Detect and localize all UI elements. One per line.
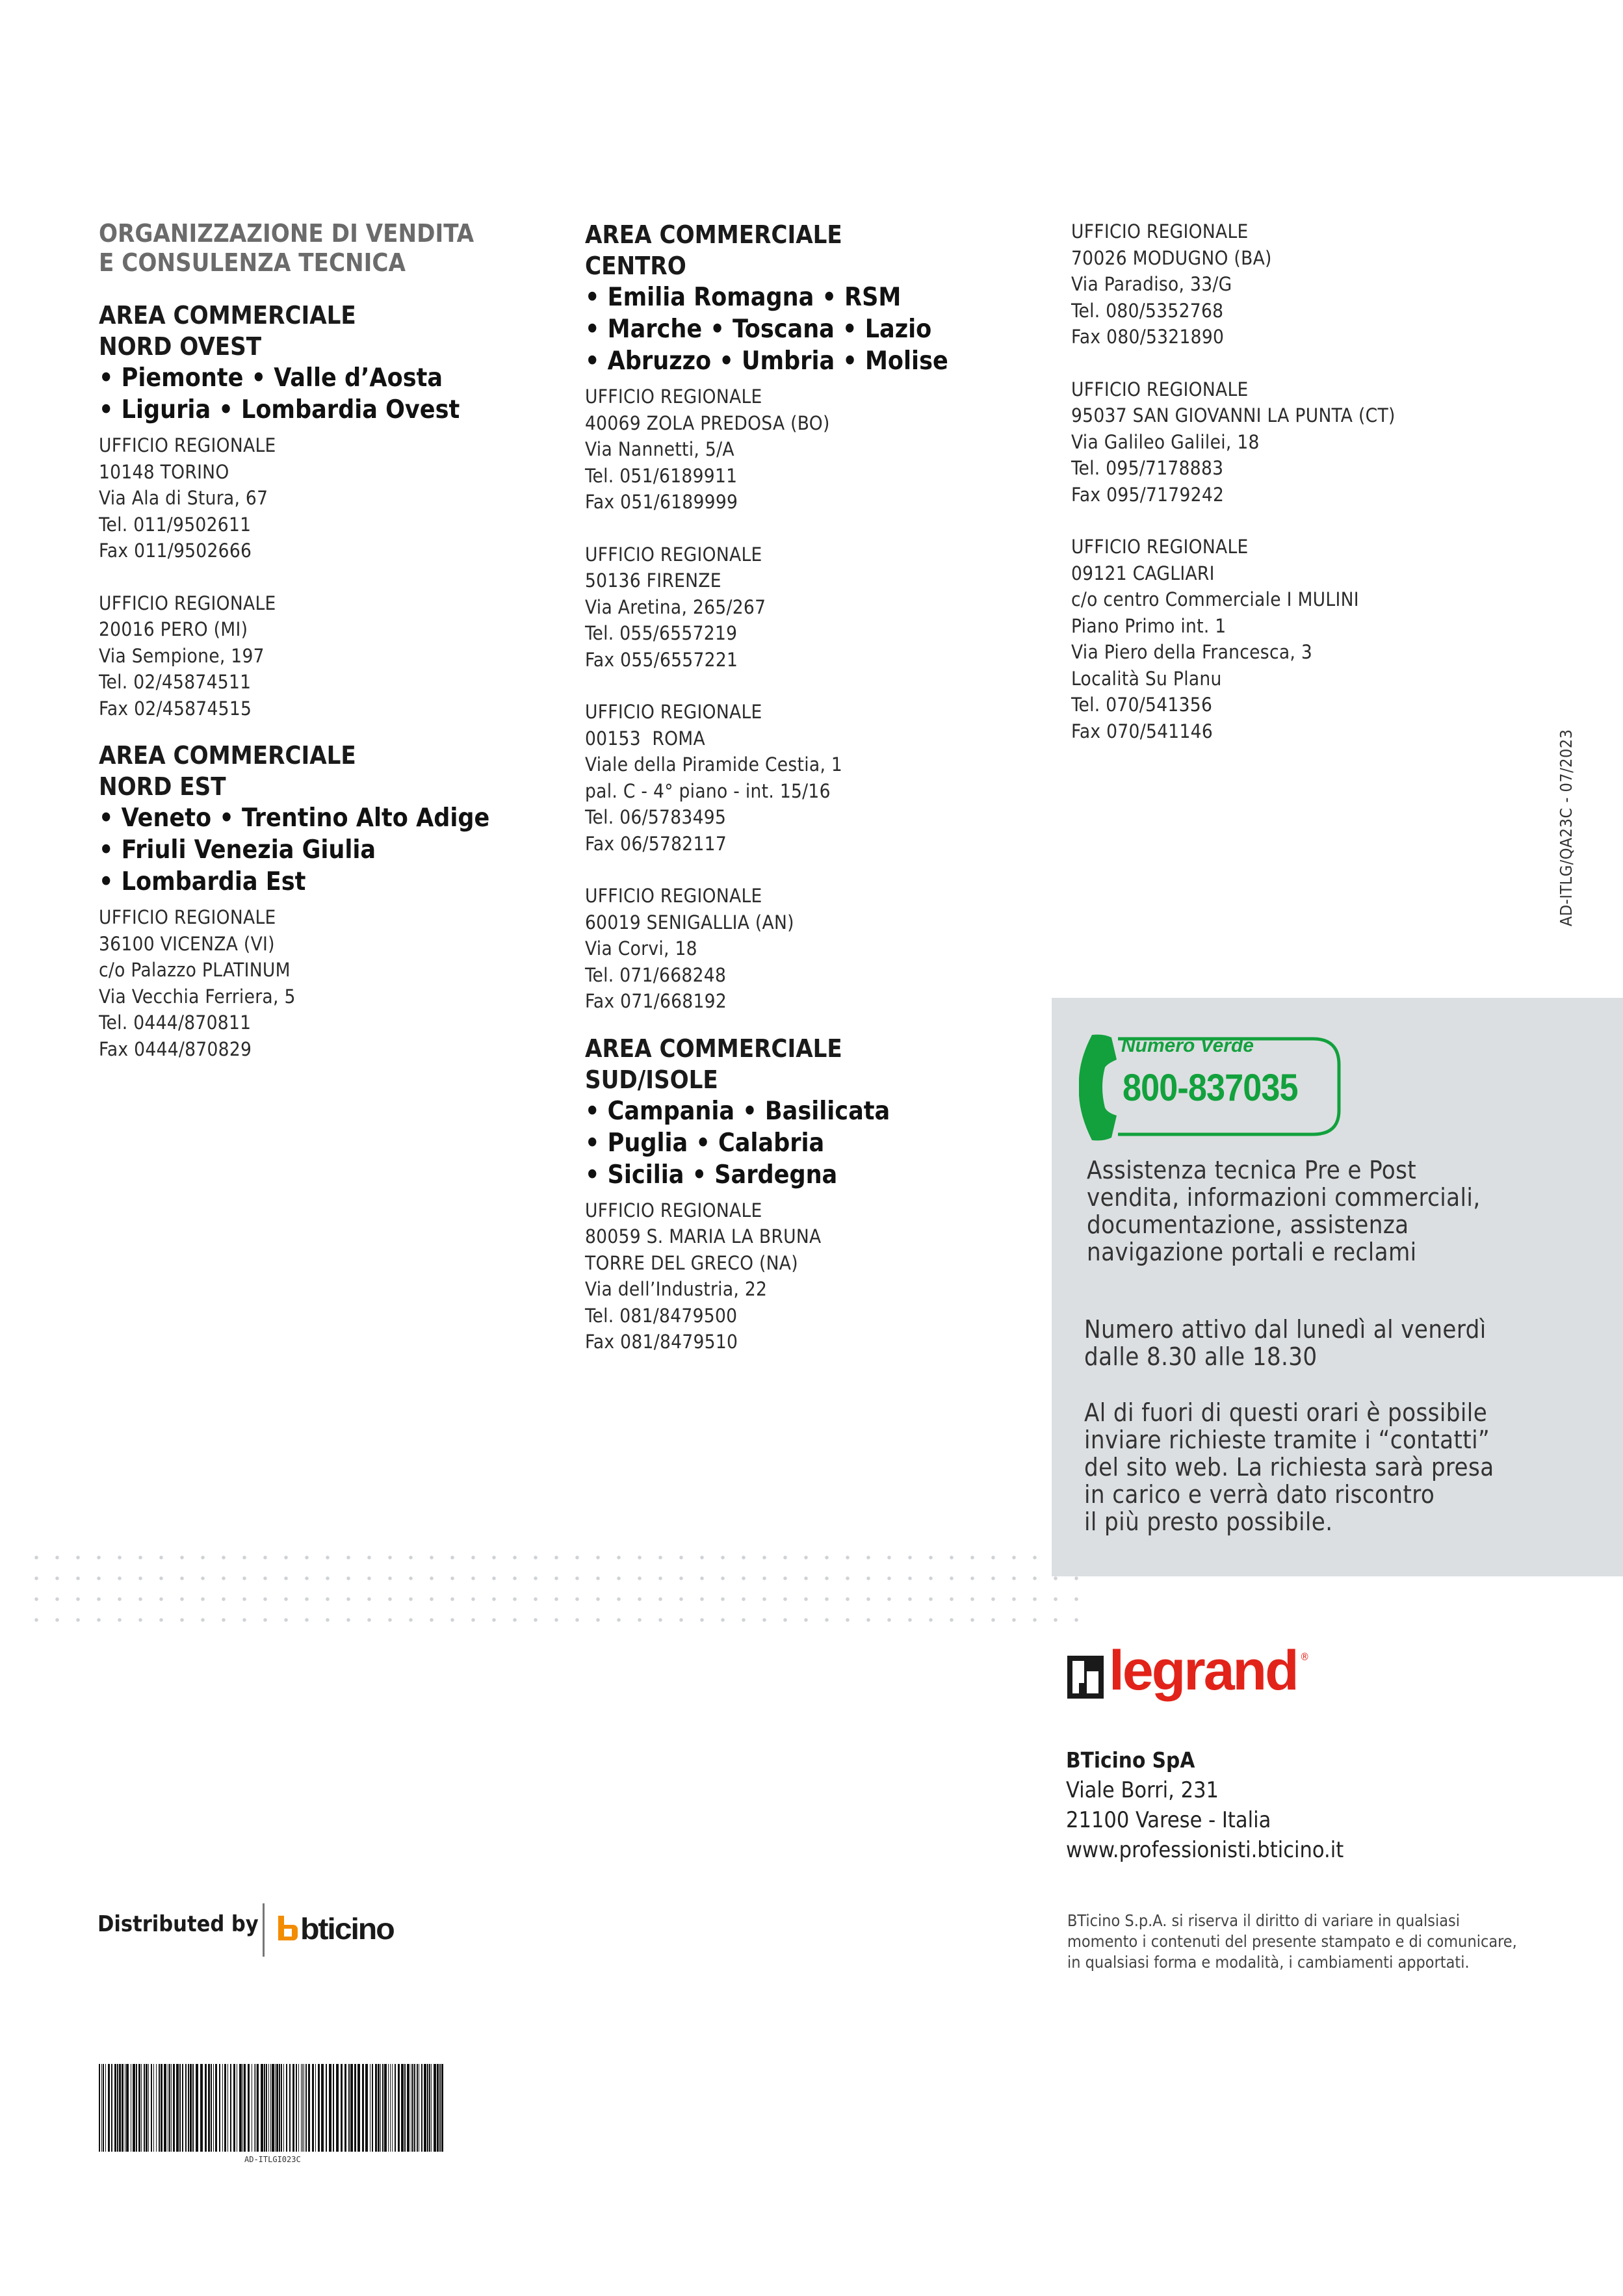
- office-line: Via Corvi, 18: [585, 937, 697, 959]
- barcode-bar: [200, 2064, 203, 2152]
- barcode-bar: [348, 2064, 350, 2152]
- bticino-wordmark: bticino: [300, 1912, 394, 1946]
- barcode-bar: [272, 2064, 274, 2152]
- barcode-bar: [136, 2064, 137, 2152]
- barcode-bar: [336, 2064, 339, 2152]
- divider: [263, 1903, 265, 1957]
- barcode-bar: [424, 2064, 426, 2152]
- barcode-bar: [388, 2064, 389, 2152]
- office-line: UFFICIO REGIONALE: [585, 701, 762, 723]
- barcode-bar: [156, 2064, 157, 2152]
- title-line: E CONSULENZA TECNICA: [99, 248, 406, 277]
- barcode-bar: [286, 2064, 287, 2152]
- numero-verde-label: Numero Verde: [1121, 1035, 1254, 1056]
- barcode-bar: [329, 2064, 331, 2152]
- column-center: [585, 219, 948, 1355]
- barcode-bar: [224, 2064, 226, 2152]
- barcode-bar: [171, 2064, 172, 2152]
- office-line: Fax 095/7179242: [1071, 483, 1225, 506]
- numero-verde-badge: [1079, 1034, 1339, 1141]
- barcode-bar: [190, 2064, 192, 2152]
- office-line: Fax 055/6557221: [585, 648, 738, 671]
- office-line: Tel. 071/668248: [585, 963, 727, 986]
- barcode-bar: [333, 2064, 334, 2152]
- barcode-bar: [321, 2064, 324, 2152]
- legrand-mark-icon: [1066, 1654, 1105, 1700]
- barcode-bar: [261, 2064, 263, 2152]
- office-cagliari: [1071, 534, 1396, 744]
- barcode-bar: [138, 2064, 140, 2152]
- barcode-bar: [390, 2064, 391, 2152]
- after-hours-line: del sito web. La richiesta sarà presa: [1084, 1453, 1494, 1481]
- area-regions: [585, 281, 948, 377]
- office-line: Via Piero della Francesca, 3: [1071, 641, 1313, 663]
- barcode-bar: [230, 2064, 231, 2152]
- barcode-bar: [401, 2064, 404, 2152]
- office-line: Via Galileo Galilei, 18: [1071, 430, 1260, 453]
- barcode-bar: [270, 2064, 271, 2152]
- barcode-bar: [407, 2064, 409, 2152]
- office-line: UFFICIO REGIONALE: [585, 385, 762, 408]
- region-line: • Marche • Toscana • Lazio: [585, 315, 932, 344]
- area-sud-isole: [585, 1033, 948, 1355]
- office-line: Fax 06/5782117: [585, 832, 727, 855]
- barcode-bar: [350, 2064, 353, 2152]
- office-line: Località Su Planu: [1071, 667, 1222, 690]
- barcode-bar: [375, 2064, 377, 2152]
- barcode-bar: [213, 2064, 214, 2152]
- after-hours-info: [1084, 1399, 1494, 1535]
- barcode-bar: [215, 2064, 217, 2152]
- barcode-bar: [341, 2064, 343, 2152]
- office-firenze: [585, 541, 948, 673]
- office-line: Tel. 02/45874511: [99, 671, 252, 693]
- distributed-by-label: Distributed by: [97, 1911, 259, 1937]
- office-line: UFFICIO REGIONALE: [99, 906, 276, 928]
- barcode-bar: [365, 2064, 368, 2152]
- barcode-bar: [268, 2064, 269, 2152]
- barcode-bar: [176, 2064, 179, 2152]
- service-line: vendita, informazioni commerciali,: [1087, 1183, 1481, 1212]
- barcode-bar: [169, 2064, 170, 2152]
- office-zola-predosa: [585, 384, 948, 515]
- region-line: • Campania • Basilicata: [585, 1096, 890, 1126]
- barcode-bar: [404, 2064, 406, 2152]
- document-code: AD-ITLG/QA23C - 07/2023: [1557, 729, 1576, 926]
- barcode-bar: [292, 2064, 294, 2152]
- office-line: Via Vecchia Ferriera, 5: [99, 985, 296, 1008]
- office-line: 95037 SAN GIOVANNI LA PUNTA (CT): [1071, 404, 1396, 426]
- area-title-line: CENTRO: [585, 252, 686, 280]
- office-vicenza: [99, 904, 489, 1062]
- disclaimer: [1067, 1911, 1587, 1973]
- area-nord-est: [99, 740, 489, 1062]
- area-centro: [585, 219, 948, 1015]
- office-line: 20016 PERO (MI): [99, 618, 248, 640]
- service-description: [1087, 1156, 1481, 1266]
- barcode-bar: [141, 2064, 142, 2152]
- area-title: [585, 1033, 948, 1095]
- company-info: [1066, 1745, 1344, 1865]
- barcode-bar: [275, 2064, 276, 2152]
- legrand-wordmark: legrand: [1109, 1639, 1297, 1702]
- barcode: [99, 2064, 447, 2152]
- office-line: Fax 080/5321890: [1071, 326, 1225, 348]
- office-torre-del-greco: [585, 1197, 948, 1355]
- office-line: UFFICIO REGIONALE: [1071, 378, 1249, 400]
- barcode-bar: [305, 2064, 307, 2152]
- office-line: Via Nannetti, 5/A: [585, 438, 734, 460]
- office-line: UFFICIO REGIONALE: [585, 885, 762, 907]
- office-line: 70026 MODUGNO (BA): [1071, 246, 1272, 269]
- barcode-bar: [255, 2064, 256, 2152]
- office-roma: [585, 699, 948, 857]
- area-title: [99, 740, 489, 802]
- barcode-bar: [161, 2064, 162, 2152]
- disclaimer-line: in qualsiasi forma e modalità, i cambiamenti apportati.: [1067, 1953, 1470, 1972]
- region-line: • Veneto • Trentino Alto Adige: [99, 803, 490, 833]
- barcode-bar: [151, 2064, 152, 2152]
- barcode-bar: [182, 2064, 183, 2152]
- office-line: Fax 051/6189999: [585, 491, 738, 513]
- barcode-bar: [117, 2064, 118, 2152]
- after-hours-line: in carico e verrà dato riscontro: [1084, 1480, 1435, 1509]
- document-title: [99, 219, 489, 278]
- office-line: Fax 011/9502666: [99, 540, 252, 562]
- barcode-bar: [362, 2064, 364, 2152]
- office-line: Tel. 055/6557219: [585, 622, 738, 644]
- barcode-bar: [414, 2064, 415, 2152]
- barcode-bar: [192, 2064, 194, 2152]
- area-title-line: AREA COMMERCIALE: [585, 1034, 842, 1063]
- barcode-bar: [101, 2064, 102, 2152]
- numero-verde-number[interactable]: 800-837035: [1123, 1067, 1298, 1109]
- office-line: Piano Primo int. 1: [1071, 614, 1227, 637]
- barcode-bar: [315, 2064, 316, 2152]
- office-line: c/o centro Commerciale I MULINI: [1071, 588, 1359, 610]
- office-line: TORRE DEL GRECO (NA): [585, 1251, 798, 1274]
- column-right: [1071, 218, 1396, 744]
- area-regions: [99, 802, 489, 898]
- legrand-logo: [1066, 1639, 1313, 1713]
- area-title-line: NORD EST: [99, 772, 226, 801]
- area-nord-ovest: [99, 300, 489, 722]
- barcode-bar: [264, 2064, 265, 2152]
- office-pero: [99, 590, 489, 722]
- company-name: BTicino SpA: [1066, 1747, 1195, 1773]
- barcode-bar: [248, 2064, 250, 2152]
- office-line: Tel. 051/6189911: [585, 464, 738, 487]
- barcode-bar: [395, 2064, 396, 2152]
- barcode-bar: [296, 2064, 297, 2152]
- barcode-bar: [326, 2064, 327, 2152]
- area-title-line: AREA COMMERCIALE: [585, 220, 842, 249]
- office-line: 09121 CAGLIARI: [1071, 562, 1215, 584]
- barcode-bar: [153, 2064, 154, 2152]
- office-line: Tel. 011/9502611: [99, 513, 252, 536]
- area-title-line: NORD OVEST: [99, 332, 262, 361]
- region-line: • Friuli Venezia Giulia: [99, 835, 376, 865]
- office-line: Via dell’Industria, 22: [585, 1278, 768, 1300]
- barcode-bar: [196, 2064, 198, 2152]
- company-address-line: 21100 Varese - Italia: [1066, 1807, 1271, 1833]
- barcode-bar: [242, 2064, 243, 2152]
- area-regions: [99, 362, 489, 426]
- barcode-bar: [254, 2064, 255, 2152]
- barcode-bar: [105, 2064, 106, 2152]
- barcode-bar: [289, 2064, 291, 2152]
- barcode-bar: [283, 2064, 284, 2152]
- barcode-bar: [301, 2064, 302, 2152]
- office-line: Via Sempione, 197: [99, 644, 265, 667]
- barcode-bar: [159, 2064, 160, 2152]
- service-line: navigazione portali e reclami: [1087, 1238, 1417, 1266]
- office-line: Via Ala di Stura, 67: [99, 487, 268, 509]
- office-line: 60019 SENIGALLIA (AN): [585, 911, 794, 933]
- region-line: • Liguria • Lombardia Ovest: [99, 395, 460, 424]
- barcode-bar: [431, 2064, 432, 2152]
- area-regions: [585, 1095, 948, 1191]
- barcode-bar: [312, 2064, 314, 2152]
- office-line: UFFICIO REGIONALE: [1071, 536, 1249, 558]
- company-website-link[interactable]: www.professionisti.bticino.it: [1066, 1837, 1344, 1863]
- column-left: [99, 219, 489, 1062]
- barcode-bar: [298, 2064, 299, 2152]
- bticino-logo: [278, 1913, 408, 1946]
- barcode-bar: [148, 2064, 149, 2152]
- barcode-bar: [205, 2064, 207, 2152]
- barcode-bar: [233, 2064, 235, 2152]
- barcode-bar: [437, 2064, 439, 2152]
- office-line: Fax 02/45874515: [99, 697, 252, 720]
- office-line: Via Aretina, 265/267: [585, 595, 766, 618]
- office-line: Tel. 070/541356: [1071, 694, 1213, 716]
- office-line: UFFICIO REGIONALE: [585, 1199, 762, 1221]
- region-line: • Piemonte • Valle d’Aosta: [99, 363, 443, 393]
- office-san-giovanni-la-punta: [1071, 376, 1396, 508]
- barcode-bar: [378, 2064, 380, 2152]
- area-title-line: AREA COMMERCIALE: [99, 741, 356, 770]
- after-hours-line: inviare richieste tramite i “contatti”: [1084, 1426, 1490, 1454]
- barcode-bar: [239, 2064, 242, 2152]
- service-line: Assistenza tecnica Pre e Post: [1087, 1156, 1417, 1184]
- opening-hours: [1084, 1316, 1487, 1370]
- barcode-bar: [108, 2064, 110, 2152]
- barcode-bar: [119, 2064, 121, 2152]
- barcode-bar: [219, 2064, 220, 2152]
- barcode-bar: [372, 2064, 373, 2152]
- area-title: [585, 219, 948, 281]
- after-hours-line: Al di fuori di questi orari è possibile: [1084, 1398, 1488, 1427]
- barcode-bar: [133, 2064, 135, 2152]
- dotted-pattern: [26, 1547, 1092, 1628]
- barcode-bar: [384, 2064, 387, 2152]
- region-line: • Puglia • Calabria: [585, 1128, 825, 1158]
- office-line: UFFICIO REGIONALE: [99, 434, 276, 456]
- office-line: UFFICIO REGIONALE: [1071, 220, 1249, 242]
- office-line: 80059 S. MARIA LA BRUNA: [585, 1225, 822, 1247]
- barcode-bar: [111, 2064, 112, 2152]
- office-line: UFFICIO REGIONALE: [585, 543, 762, 566]
- service-line: documentazione, assistenza: [1087, 1210, 1409, 1239]
- barcode-bar: [244, 2064, 246, 2152]
- office-line: 10148 TORINO: [99, 460, 229, 483]
- barcode-bar: [122, 2064, 123, 2152]
- barcode-bar: [208, 2064, 210, 2152]
- office-line: Tel. 081/8479500: [585, 1304, 738, 1327]
- office-line: 50136 FIRENZE: [585, 569, 721, 592]
- region-line: • Lombardia Est: [99, 867, 306, 896]
- barcode-bar: [179, 2064, 181, 2152]
- barcode-bar: [302, 2064, 303, 2152]
- barcode-bar: [276, 2064, 278, 2152]
- barcode-bar: [146, 2064, 148, 2152]
- disclaimer-line: BTicino S.p.A. si riserva il diritto di variare in qualsiasi: [1067, 1911, 1460, 1930]
- office-line: Tel. 080/5352768: [1071, 299, 1224, 322]
- barcode-bar: [222, 2064, 223, 2152]
- barcode-bar: [114, 2064, 116, 2152]
- region-line: • Sicilia • Sardegna: [585, 1160, 838, 1190]
- area-title: [99, 300, 489, 362]
- office-modugno: [1071, 218, 1396, 350]
- barcode-bar: [441, 2064, 443, 2152]
- barcode-bar: [308, 2064, 310, 2152]
- barcode-bar: [227, 2064, 228, 2152]
- office-line: Fax 071/668192: [585, 990, 727, 1012]
- barcode-bar: [266, 2064, 267, 2152]
- barcode-bar: [99, 2064, 100, 2152]
- hours-line: dalle 8.30 alle 18.30: [1084, 1342, 1318, 1371]
- office-line: 40069 ZOLA PREDOSA (BO): [585, 411, 830, 434]
- barcode-bar: [398, 2064, 400, 2152]
- hours-line: Numero attivo dal lunedì al venerdì: [1084, 1315, 1487, 1344]
- barcode-bar: [382, 2064, 383, 2152]
- barcode-bar: [439, 2064, 441, 2152]
- disclaimer-line: momento i contenuti del presente stampato e di comunicare,: [1067, 1932, 1517, 1951]
- area-title-line: AREA COMMERCIALE: [99, 301, 356, 330]
- registered-mark: ®: [1300, 1650, 1310, 1663]
- barcode-bar: [126, 2064, 129, 2152]
- barcode-bar: [164, 2064, 166, 2152]
- after-hours-line: il più presto possibile.: [1084, 1507, 1333, 1536]
- barcode-bar: [103, 2064, 104, 2152]
- barcode-bar: [279, 2064, 280, 2152]
- office-line: Fax 0444/870829: [99, 1037, 252, 1060]
- area-title-line: SUD/ISOLE: [585, 1065, 718, 1094]
- title-line: ORGANIZZAZIONE DI VENDITA: [99, 219, 474, 248]
- office-line: Via Paradiso, 33/G: [1071, 273, 1232, 295]
- barcode-bar: [380, 2064, 381, 2152]
- region-line: • Abruzzo • Umbria • Molise: [585, 346, 948, 376]
- company-address-line: Viale Borri, 231: [1066, 1777, 1219, 1803]
- office-line: Tel. 0444/870811: [99, 1011, 252, 1034]
- office-line: 36100 VICENZA (VI): [99, 932, 275, 955]
- barcode-bar: [417, 2064, 418, 2152]
- barcode-bar: [354, 2064, 356, 2152]
- office-line: 00153 ROMA: [585, 727, 705, 750]
- office-senigallia: [585, 883, 948, 1015]
- office-line: Fax 070/541146: [1071, 720, 1214, 742]
- office-line: Viale della Piramide Cestia, 1: [585, 753, 843, 776]
- barcode-bar: [421, 2064, 422, 2152]
- office-line: pal. C - 4° piano - int. 15/16: [585, 779, 831, 802]
- region-line: • Emilia Romagna • RSM: [585, 283, 902, 312]
- barcode-bar: [257, 2064, 259, 2152]
- barcode-bar: [185, 2064, 187, 2152]
- barcode-bar: [173, 2064, 175, 2152]
- barcode-bar: [392, 2064, 393, 2152]
- barcode-bar: [281, 2064, 282, 2152]
- barcode-bar: [188, 2064, 189, 2152]
- barcode-bar: [144, 2064, 145, 2152]
- barcode-bar: [318, 2064, 320, 2152]
- office-line: UFFICIO REGIONALE: [99, 592, 276, 614]
- office-torino: [99, 432, 489, 564]
- office-line: Fax 081/8479510: [585, 1331, 738, 1353]
- barcode-bar: [357, 2064, 360, 2152]
- barcode-bar: [434, 2064, 436, 2152]
- barcode-label: AD-ITLGI023C: [244, 2155, 301, 2164]
- office-line: Tel. 095/7178883: [1071, 457, 1224, 479]
- barcode-bar: [427, 2064, 428, 2152]
- office-line: Tel. 06/5783495: [585, 806, 727, 828]
- barcode-bar: [344, 2064, 346, 2152]
- barcode-bar: [412, 2064, 413, 2152]
- barcode-bar: [211, 2064, 212, 2152]
- barcode-bar: [429, 2064, 430, 2152]
- office-line: c/o Palazzo PLATINUM: [99, 959, 291, 981]
